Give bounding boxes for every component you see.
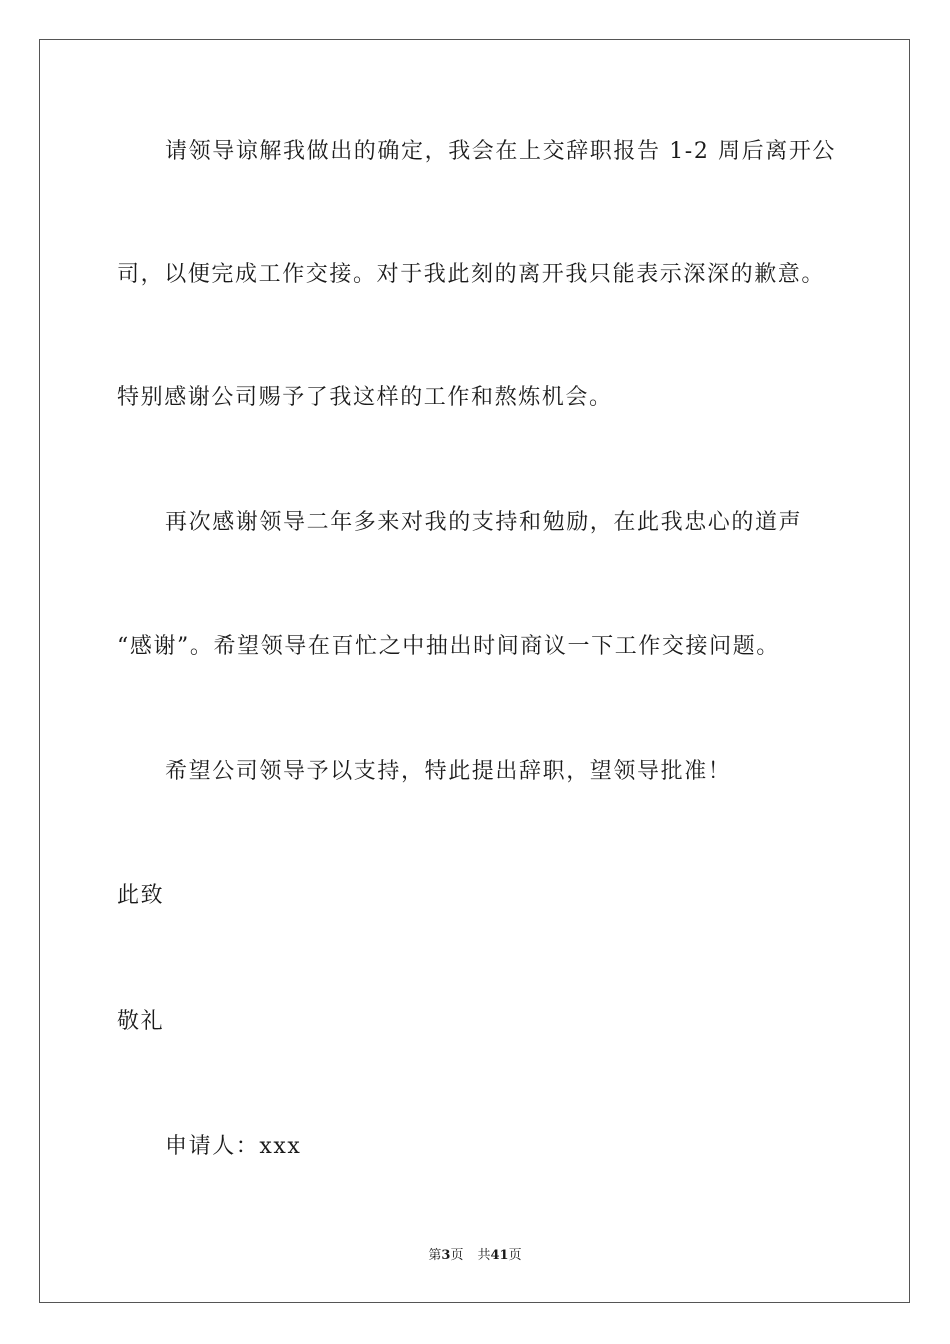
applicant-signature: 申请人：xxx [165, 1134, 302, 1159]
paragraph-line-4: 再次感谢领导二年多来对我的支持和勉励，在此我忠心的道声 [165, 510, 803, 535]
paragraph-line-1: 请领导谅解我做出的确定，我会在上交辞职报告 1-2 周后离开公 [165, 139, 837, 164]
closing-regards: 敬礼 [117, 1009, 165, 1034]
closing-salutation: 此致 [117, 883, 165, 908]
page-current: 3 [441, 1248, 451, 1263]
total-pages: 41 [490, 1248, 509, 1263]
page-border [39, 39, 910, 1303]
paragraph-line-2: 司，以便完成工作交接。对于我此刻的离开我只能表示深深的歉意。 [117, 262, 826, 287]
paragraph-line-5: “感谢”。希望领导在百忙之中抽出时间商议一下工作交接问题。 [117, 634, 780, 659]
total-suffix: 页 [508, 1248, 522, 1263]
page-prefix: 第 [428, 1248, 442, 1263]
page-suffix: 页 [450, 1248, 464, 1263]
paragraph-line-3: 特别感谢公司赐予了我这样的工作和熬炼机会。 [117, 385, 613, 410]
total-prefix: 共 [477, 1248, 491, 1263]
page-footer [0, 1247, 950, 1265]
paragraph-line-6: 希望公司领导予以支持，特此提出辞职，望领导批准！ [165, 759, 732, 784]
